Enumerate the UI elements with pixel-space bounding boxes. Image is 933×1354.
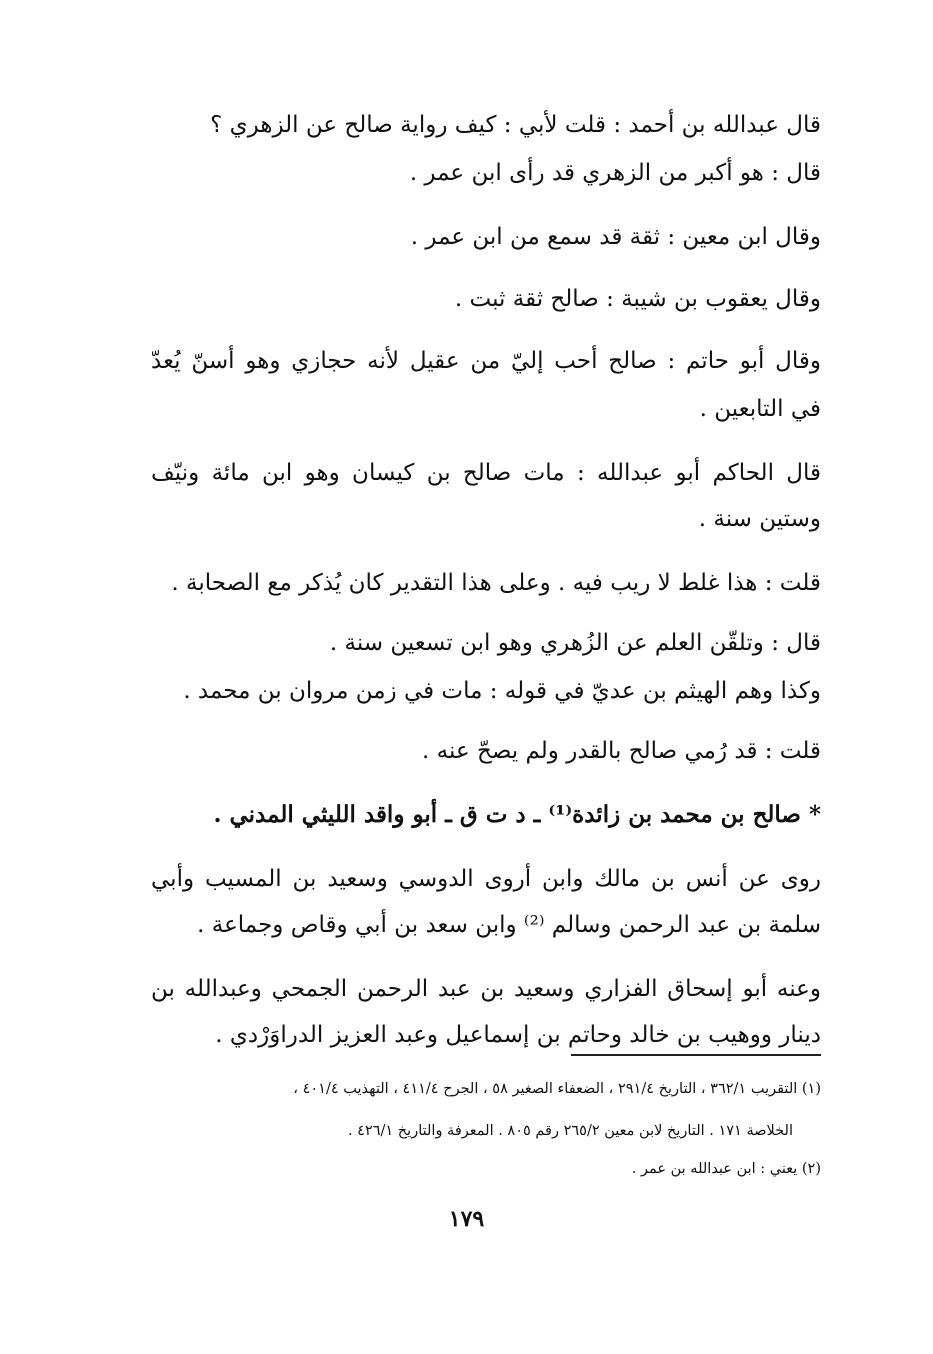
text-line: قال : هو أكبر من الزهري قد رأى ابن عمر .: [409, 160, 821, 186]
text-line: دينار ووهيب بن خالد وحاتم بن إسماعيل وعبد العزيز الدراوَرْدي .: [215, 1022, 821, 1048]
text-line: وعنه أبو إسحاق الفزاري وسعيد بن عبد الرحمن الجمحي وعبدالله بن: [151, 976, 821, 1002]
text-line: سلمة بن عبد الرحمن وسالم ⁽²⁾ وابن سعد بن أبي وقاص وجماعة .: [197, 912, 821, 938]
text-line: قال عبدالله بن أحمد : قلت لأبي : كيف رواية صالح عن الزهري ؟: [210, 112, 821, 138]
text-line: روى عن أنس بن مالك وابن أروى الدوسي وسعيد بن المسيب وأبي: [151, 866, 821, 892]
text-line: قلت : هذا غلط لا ريب فيه . وعلى هذا التقدير كان يُذكر مع الصحابة .: [171, 570, 821, 596]
text-line: وقال أبو حاتم : صالح أحب إليّ من عقيل لأنه حجازي وهو أسنّ يُعدّ: [151, 348, 821, 374]
text-line: وقال ابن معين : ثقة قد سمع من ابن عمر .: [410, 224, 821, 250]
text-line: وقال يعقوب بن شيبة : صالح ثقة ثبت .: [454, 286, 821, 312]
footnote-divider: [571, 1054, 821, 1056]
text-line: وستين سنة .: [698, 506, 821, 532]
footnote-line: (١) التقريب ٣٦٢/١ ، التاريخ ٢٩١/٤ ، الضعفاء الصغير ٥٨ ، الجرح ٤١١/٤ ، التهذيب ٤٠١/٤ ،: [293, 1081, 821, 1097]
text-line: قال : وتلقّن العلم عن الزُهري وهو ابن تسعين سنة .: [329, 630, 821, 656]
text-line: قال الحاكم أبو عبدالله : مات صالح بن كيسان وهو ابن مائة ونيّف: [151, 460, 821, 486]
text-line: وكذا وهم الهيثم بن عديّ في قوله : مات في زمن مروان بن محمد .: [183, 678, 821, 704]
text-line: في التابعين .: [699, 396, 821, 422]
footnote-line: الخلاصة ١٧١ . التاريخ لابن معين ٢٦٥/٢ رقم ٨٠٥ . المعرفة والتاريخ ٤٢٦/١ .: [347, 1123, 793, 1139]
text-line: قلت : قد رُمي صالح بالقدر ولم يصحّ عنه .: [422, 738, 821, 764]
page-number: ١٧٩: [448, 1206, 485, 1232]
entry-heading: * صالح بن محمد بن زائدة⁽¹⁾ ـ د ت ق ـ أبو واقد الليثي المدني .: [213, 801, 821, 828]
footnote-line: (٢) يعني : ابن عبدالله بن عمر .: [631, 1161, 821, 1177]
